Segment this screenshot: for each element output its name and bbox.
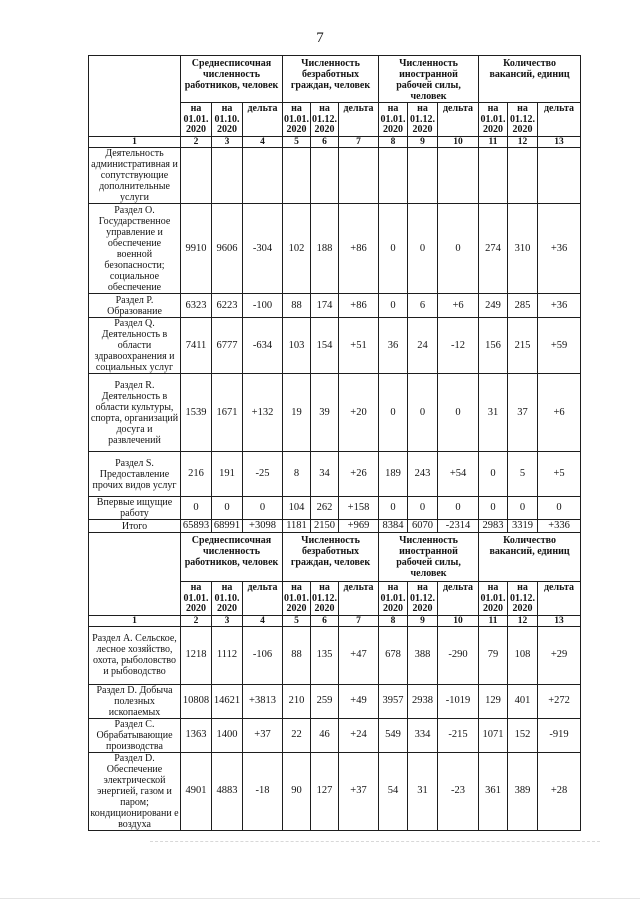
table-row xyxy=(89,520,581,533)
row-value: 8384 xyxy=(379,520,408,533)
column-number: 5 xyxy=(283,615,311,626)
row-value: 2983 xyxy=(479,520,508,533)
row-value: 108 xyxy=(508,626,538,684)
row-value xyxy=(408,148,438,204)
row-value: +26 xyxy=(339,452,379,497)
row-value: -304 xyxy=(243,204,283,294)
header-group-title: Количество вакансий, единиц xyxy=(479,533,581,582)
header-subcolumn: дельта xyxy=(339,103,379,137)
row-value: -18 xyxy=(243,752,283,830)
row-value: +51 xyxy=(339,318,379,374)
column-number: 6 xyxy=(311,615,339,626)
row-value: 0 xyxy=(243,497,283,520)
row-value: 0 xyxy=(379,294,408,318)
row-value: 0 xyxy=(438,497,479,520)
column-number: 2 xyxy=(181,615,212,626)
row-value: -106 xyxy=(243,626,283,684)
column-number: 3 xyxy=(212,137,243,148)
row-value: +272 xyxy=(538,684,581,718)
header-subcolumn: на 01.12. 2020 xyxy=(312,582,337,614)
row-value: -1019 xyxy=(438,684,479,718)
row-value: -215 xyxy=(438,718,479,752)
row-value: 389 xyxy=(508,752,538,830)
row-value: 6223 xyxy=(212,294,243,318)
row-value xyxy=(479,148,508,204)
column-number: 1 xyxy=(89,615,181,626)
table-row xyxy=(89,148,581,204)
row-value: +36 xyxy=(538,294,581,318)
row-value: +47 xyxy=(339,626,379,684)
statistics-table-part-1 xyxy=(88,55,581,533)
row-value: +3098 xyxy=(243,520,283,533)
header-subcolumn: дельта xyxy=(243,582,283,616)
row-value: 46 xyxy=(311,718,339,752)
header-subcolumn: на 01.01. 2020 xyxy=(284,582,309,614)
row-value: +158 xyxy=(339,497,379,520)
column-number: 11 xyxy=(479,137,508,148)
table-body xyxy=(89,626,581,830)
row-value: -12 xyxy=(438,318,479,374)
header-group-title: Численность безработных граждан, человек xyxy=(283,533,379,582)
table-row xyxy=(89,294,581,318)
statistics-table-part-2 xyxy=(88,532,581,831)
row-value xyxy=(243,148,283,204)
row-value: 88 xyxy=(283,626,311,684)
column-number: 7 xyxy=(339,137,379,148)
scan-artifact-line xyxy=(150,841,600,842)
row-value: +24 xyxy=(339,718,379,752)
row-value: 361 xyxy=(479,752,508,830)
row-label: Раздел O. Государственное управление и обеспечение военной безопасности; социальное обеспечение xyxy=(89,204,181,294)
table-row xyxy=(89,452,581,497)
row-value: -634 xyxy=(243,318,283,374)
row-value: 188 xyxy=(311,204,339,294)
row-value: 1539 xyxy=(181,374,212,452)
row-value: 6777 xyxy=(212,318,243,374)
row-value: 0 xyxy=(438,204,479,294)
table-row xyxy=(89,318,581,374)
row-value: 19 xyxy=(283,374,311,452)
header-subcolumn: на 01.12. 2020 xyxy=(508,582,538,616)
header-subcolumn: на 01.01. 2020 xyxy=(380,582,406,614)
row-label: Раздел D. Добыча полезных ископаемых xyxy=(89,684,181,718)
row-label: Раздел Q. Деятельность в области здравоохранения и социальных услуг xyxy=(89,318,181,374)
scan-artifact-line xyxy=(0,898,640,899)
row-value: 4901 xyxy=(181,752,212,830)
column-number: 13 xyxy=(538,137,581,148)
row-value: 274 xyxy=(479,204,508,294)
table-row xyxy=(89,718,581,752)
row-value xyxy=(181,148,212,204)
row-value: 0 xyxy=(408,374,438,452)
table-row xyxy=(89,374,581,452)
column-number: 12 xyxy=(508,137,538,148)
table-body xyxy=(89,148,581,533)
row-value: 1400 xyxy=(212,718,243,752)
header-subcolumn: дельта xyxy=(538,103,581,137)
row-value: 104 xyxy=(283,497,311,520)
header-subcolumn: на 01.12. 2020 xyxy=(408,103,438,137)
column-number: 5 xyxy=(283,137,311,148)
row-value: 22 xyxy=(283,718,311,752)
row-value: 215 xyxy=(508,318,538,374)
header-group-title: Среднесписочная численность работников, человек xyxy=(181,56,283,103)
header-subcolumn: дельта xyxy=(438,103,479,137)
row-value: 4883 xyxy=(212,752,243,830)
row-value: 3319 xyxy=(508,520,538,533)
row-value: 334 xyxy=(408,718,438,752)
row-value: 135 xyxy=(311,626,339,684)
row-value: +86 xyxy=(339,294,379,318)
header-subcolumn: дельта xyxy=(243,103,283,137)
row-value: -25 xyxy=(243,452,283,497)
header-subcolumn: дельта xyxy=(339,582,379,616)
header-group-row xyxy=(89,533,581,582)
row-value: +336 xyxy=(538,520,581,533)
row-value: 6 xyxy=(408,294,438,318)
column-number-row xyxy=(89,137,581,148)
row-value: 102 xyxy=(283,204,311,294)
row-value: 0 xyxy=(379,204,408,294)
header-subcolumn: на 01.01. 2020 xyxy=(480,582,506,614)
row-value: 1671 xyxy=(212,374,243,452)
column-number-row xyxy=(89,615,581,626)
row-value: 154 xyxy=(311,318,339,374)
row-value: 0 xyxy=(379,374,408,452)
row-value: +20 xyxy=(339,374,379,452)
row-value: +6 xyxy=(438,294,479,318)
row-value: 37 xyxy=(508,374,538,452)
row-value: 310 xyxy=(508,204,538,294)
row-value: 1218 xyxy=(181,626,212,684)
page-number: 7 xyxy=(316,30,324,46)
row-value: 103 xyxy=(283,318,311,374)
statistics-table xyxy=(88,55,580,831)
column-number: 9 xyxy=(408,615,438,626)
row-value: 6323 xyxy=(181,294,212,318)
header-subcolumn: на 01.10. 2020 xyxy=(212,103,243,137)
row-value: 0 xyxy=(479,452,508,497)
header-subcolumn: на 01.01. 2020 xyxy=(284,103,309,135)
column-number: 1 xyxy=(89,137,181,148)
row-value xyxy=(538,148,581,204)
row-value: 10808 xyxy=(181,684,212,718)
column-number: 4 xyxy=(243,615,283,626)
header-subcolumn: на 01.12. 2020 xyxy=(312,103,337,135)
row-label: Раздел P. Образование xyxy=(89,294,181,318)
row-value xyxy=(438,148,479,204)
row-value: +37 xyxy=(243,718,283,752)
row-label: Раздел S. Предоставление прочих видов услуг xyxy=(89,452,181,497)
row-value: 24 xyxy=(408,318,438,374)
row-value: -290 xyxy=(438,626,479,684)
header-corner-cell xyxy=(89,56,181,137)
header-subcolumn: на 01.12. 2020 xyxy=(508,103,538,137)
row-value: 31 xyxy=(479,374,508,452)
row-label: Деятельность административная и сопутствующие дополнительные услуги xyxy=(89,148,181,204)
row-value: 129 xyxy=(479,684,508,718)
row-value: 174 xyxy=(311,294,339,318)
row-value: 7411 xyxy=(181,318,212,374)
header-group-title: Численность иностранной рабочей силы, человек xyxy=(379,533,479,582)
row-value: 191 xyxy=(212,452,243,497)
column-number: 4 xyxy=(243,137,283,148)
row-value: 0 xyxy=(479,497,508,520)
row-value: 68991 xyxy=(212,520,243,533)
row-value: +3813 xyxy=(243,684,283,718)
row-value: 1181 xyxy=(283,520,311,533)
row-value: 9910 xyxy=(181,204,212,294)
table-row xyxy=(89,497,581,520)
table-row xyxy=(89,626,581,684)
row-value: +132 xyxy=(243,374,283,452)
row-value: 31 xyxy=(408,752,438,830)
row-value: 189 xyxy=(379,452,408,497)
column-number: 11 xyxy=(479,615,508,626)
row-value: 401 xyxy=(508,684,538,718)
header-subcolumn: на 01.12. 2020 xyxy=(408,582,438,616)
row-label: Раздел C. Обрабатывающие производства xyxy=(89,718,181,752)
row-label: Раздел D. Обеспечение электрической энергией, газом и паром; кондиционировани е воздуха xyxy=(90,752,179,830)
row-value: 1112 xyxy=(212,626,243,684)
header-subcolumn: на 01.10. 2020 xyxy=(212,582,243,616)
row-value: 5 xyxy=(508,452,538,497)
row-value: +59 xyxy=(538,318,581,374)
table-header xyxy=(89,533,581,627)
row-value: 54 xyxy=(379,752,408,830)
header-subcolumn: на 01.01. 2020 xyxy=(181,582,212,616)
row-value: 549 xyxy=(379,718,408,752)
row-value: 678 xyxy=(379,626,408,684)
row-value: 0 xyxy=(408,497,438,520)
header-group-row xyxy=(89,56,581,103)
row-value xyxy=(311,148,339,204)
header-group-title: Численность иностранной рабочей силы, человек xyxy=(379,56,479,103)
row-value: 152 xyxy=(508,718,538,752)
row-value: -100 xyxy=(243,294,283,318)
row-value: 0 xyxy=(212,497,243,520)
column-number: 9 xyxy=(408,137,438,148)
row-value: 34 xyxy=(311,452,339,497)
row-value: 156 xyxy=(479,318,508,374)
row-value: +54 xyxy=(438,452,479,497)
row-value: 216 xyxy=(181,452,212,497)
row-value: -23 xyxy=(438,752,479,830)
row-value: +6 xyxy=(538,374,581,452)
row-value: 88 xyxy=(283,294,311,318)
row-value xyxy=(212,148,243,204)
row-label: Раздел R. Деятельность в области культуры, спорта, организаций досуга и развлечений xyxy=(89,374,181,452)
row-value: -2314 xyxy=(438,520,479,533)
row-value: +5 xyxy=(538,452,581,497)
row-value: 3957 xyxy=(379,684,408,718)
row-value: 2938 xyxy=(408,684,438,718)
row-value: 249 xyxy=(479,294,508,318)
row-value: 2150 xyxy=(311,520,339,533)
row-value: 90 xyxy=(283,752,311,830)
row-value: 39 xyxy=(311,374,339,452)
row-value: 262 xyxy=(311,497,339,520)
column-number: 10 xyxy=(438,615,479,626)
row-value: 210 xyxy=(283,684,311,718)
row-value xyxy=(339,148,379,204)
row-value: 0 xyxy=(379,497,408,520)
header-subcolumn: дельта xyxy=(438,582,479,616)
row-value: +86 xyxy=(339,204,379,294)
header-subcolumn: на 01.01. 2020 xyxy=(181,103,212,137)
header-group-title: Среднесписочная численность работников, человек xyxy=(181,533,283,582)
header-group-title: Численность безработных граждан, человек xyxy=(283,56,379,103)
header-corner-cell xyxy=(89,533,181,616)
column-number: 8 xyxy=(379,615,408,626)
column-number: 8 xyxy=(379,137,408,148)
header-group-title: Количество вакансий, единиц xyxy=(479,56,581,103)
table-row xyxy=(89,204,581,294)
row-value: +28 xyxy=(538,752,581,830)
row-value: 14621 xyxy=(212,684,243,718)
row-value: 285 xyxy=(508,294,538,318)
column-number: 2 xyxy=(181,137,212,148)
row-value: +49 xyxy=(339,684,379,718)
row-value: 0 xyxy=(438,374,479,452)
table-header xyxy=(89,56,581,148)
row-label: Раздел A. Сельское, лесное хозяйство, охота, рыболовство и рыбоводство xyxy=(89,626,181,684)
row-value: 1363 xyxy=(181,718,212,752)
row-value: +29 xyxy=(538,626,581,684)
row-value: 127 xyxy=(311,752,339,830)
row-value: 0 xyxy=(408,204,438,294)
row-value xyxy=(283,148,311,204)
table-row xyxy=(89,752,581,830)
row-value: 243 xyxy=(408,452,438,497)
column-number: 13 xyxy=(538,615,581,626)
row-label: Итого xyxy=(89,520,181,533)
row-value: -919 xyxy=(538,718,581,752)
row-value: 0 xyxy=(181,497,212,520)
row-value: 8 xyxy=(283,452,311,497)
row-value: +36 xyxy=(538,204,581,294)
row-value: 65893 xyxy=(181,520,212,533)
row-value: 36 xyxy=(379,318,408,374)
row-value: 0 xyxy=(538,497,581,520)
header-subcolumn: дельта xyxy=(538,582,581,616)
row-value: 0 xyxy=(508,497,538,520)
row-label: Впервые ищущие работу xyxy=(89,497,181,520)
column-number: 7 xyxy=(339,615,379,626)
column-number: 3 xyxy=(212,615,243,626)
column-number: 6 xyxy=(311,137,339,148)
row-value: 6070 xyxy=(408,520,438,533)
table-row xyxy=(89,684,581,718)
header-subcolumn: на 01.01. 2020 xyxy=(480,103,506,135)
row-value: 9606 xyxy=(212,204,243,294)
row-value: 259 xyxy=(311,684,339,718)
row-value xyxy=(508,148,538,204)
column-number: 12 xyxy=(508,615,538,626)
row-value: +37 xyxy=(339,752,379,830)
header-subcolumn: на 01.01. 2020 xyxy=(380,103,406,135)
row-value xyxy=(379,148,408,204)
row-value: +969 xyxy=(339,520,379,533)
row-value: 1071 xyxy=(479,718,508,752)
row-value: 79 xyxy=(479,626,508,684)
row-value: 388 xyxy=(408,626,438,684)
column-number: 10 xyxy=(438,137,479,148)
